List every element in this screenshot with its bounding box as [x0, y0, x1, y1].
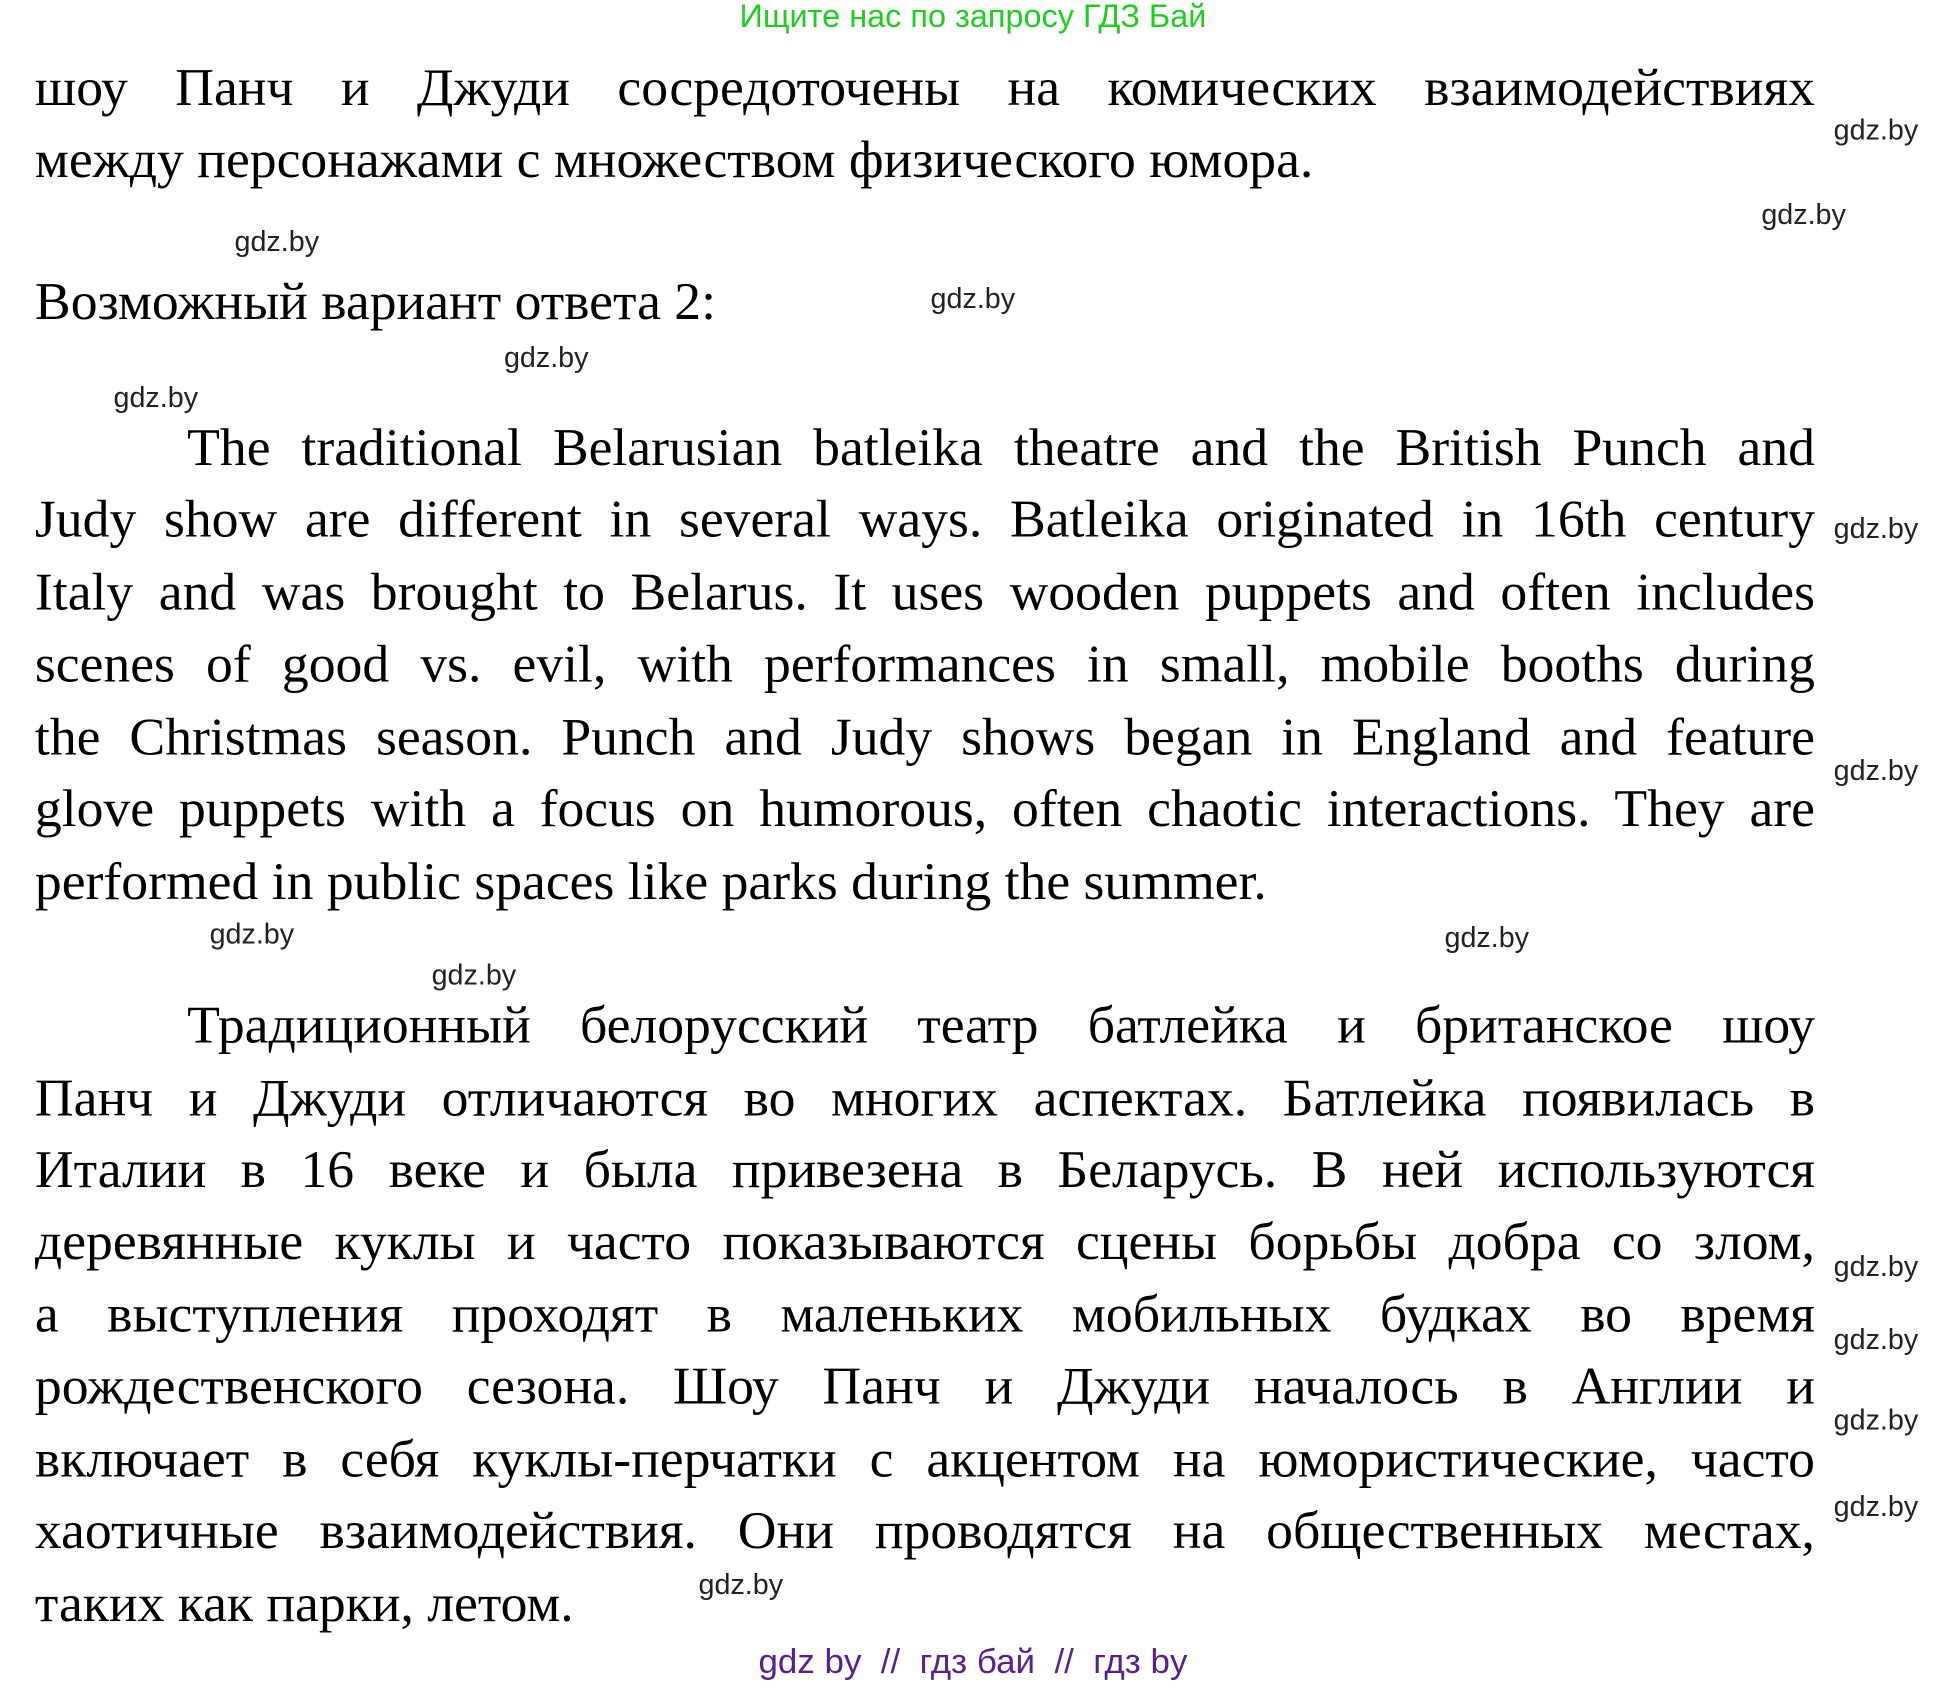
russian-line: Италии в 16 веке и была привезена в Беларусь. В ней используются [34, 1141, 1815, 1200]
intro-line: между персонажами с множеством физического юмора. [34, 131, 1314, 190]
watermark: gdz.by [113, 380, 199, 413]
english-line: glove puppets with a focus on humorous, often chaotic interactions. They are [34, 780, 1815, 839]
watermark: gdz.by [1833, 1250, 1919, 1283]
english-line: Judy show are different in several ways. Batleika originated in 16th century [34, 490, 1815, 550]
watermark: gdz.by [1444, 921, 1530, 954]
answer-heading: Возможный вариант ответа 2: [34, 273, 717, 332]
russian-line: Панч и Джуди отличаются во многих аспектах. Батлейка появилась в [34, 1069, 1815, 1128]
watermark: gdz.by [234, 225, 320, 258]
russian-line: включает в себя куклы-перчатки с акцентом на юмористические, часто [34, 1430, 1815, 1489]
watermark: gdz.by [431, 958, 517, 991]
russian-line: таких как парки, летом. [34, 1575, 574, 1634]
english-line: the Christmas season. Punch and Judy shows began in England and feature [34, 708, 1815, 767]
watermark: gdz.by [930, 281, 1016, 315]
footer-links: gdz by // гдз бай // гдз by [758, 1642, 1188, 1681]
english-line: The traditional Belarusian batleika theatre and the British Punch and [187, 419, 1815, 478]
watermark: gdz.by [1833, 1403, 1919, 1436]
russian-line: деревянные куклы и часто показываются сцены борьбы добра со злом, [34, 1213, 1815, 1272]
russian-line: хаотичные взаимодействия. Они проводятся на общественных местах, [34, 1502, 1815, 1561]
watermark: gdz.by [1833, 1323, 1919, 1356]
watermark: gdz.by [1833, 1489, 1919, 1523]
header-banner: Ищите нас по запросу ГДЗ Бай [739, 0, 1207, 35]
intro-line: шоу Панч и Джуди сосредоточены на комических взаимодействиях [34, 59, 1815, 118]
watermark: gdz.by [1833, 754, 1919, 787]
watermark: gdz.by [503, 341, 589, 374]
watermark: gdz.by [1833, 113, 1919, 146]
english-line: scenes of good vs. evil, with performances in small, mobile booths during [34, 635, 1815, 694]
watermark: gdz.by [1833, 511, 1919, 545]
watermark: gdz.by [1761, 197, 1846, 230]
english-line: performed in public spaces like parks during the summer. [34, 853, 1267, 912]
russian-line: Традиционный белорусский театр батлейка и британское шоу [187, 996, 1815, 1055]
watermark: gdz.by [209, 917, 295, 950]
russian-line: рождественского сезона. Шоу Панч и Джуди началось в Англии и [34, 1357, 1815, 1416]
english-line: Italy and was brought to Belarus. It uses wooden puppets and often includes [34, 563, 1815, 622]
watermark: gdz.by [698, 1567, 784, 1601]
russian-line: а выступления проходят в маленьких мобильных будках во время [34, 1285, 1815, 1345]
